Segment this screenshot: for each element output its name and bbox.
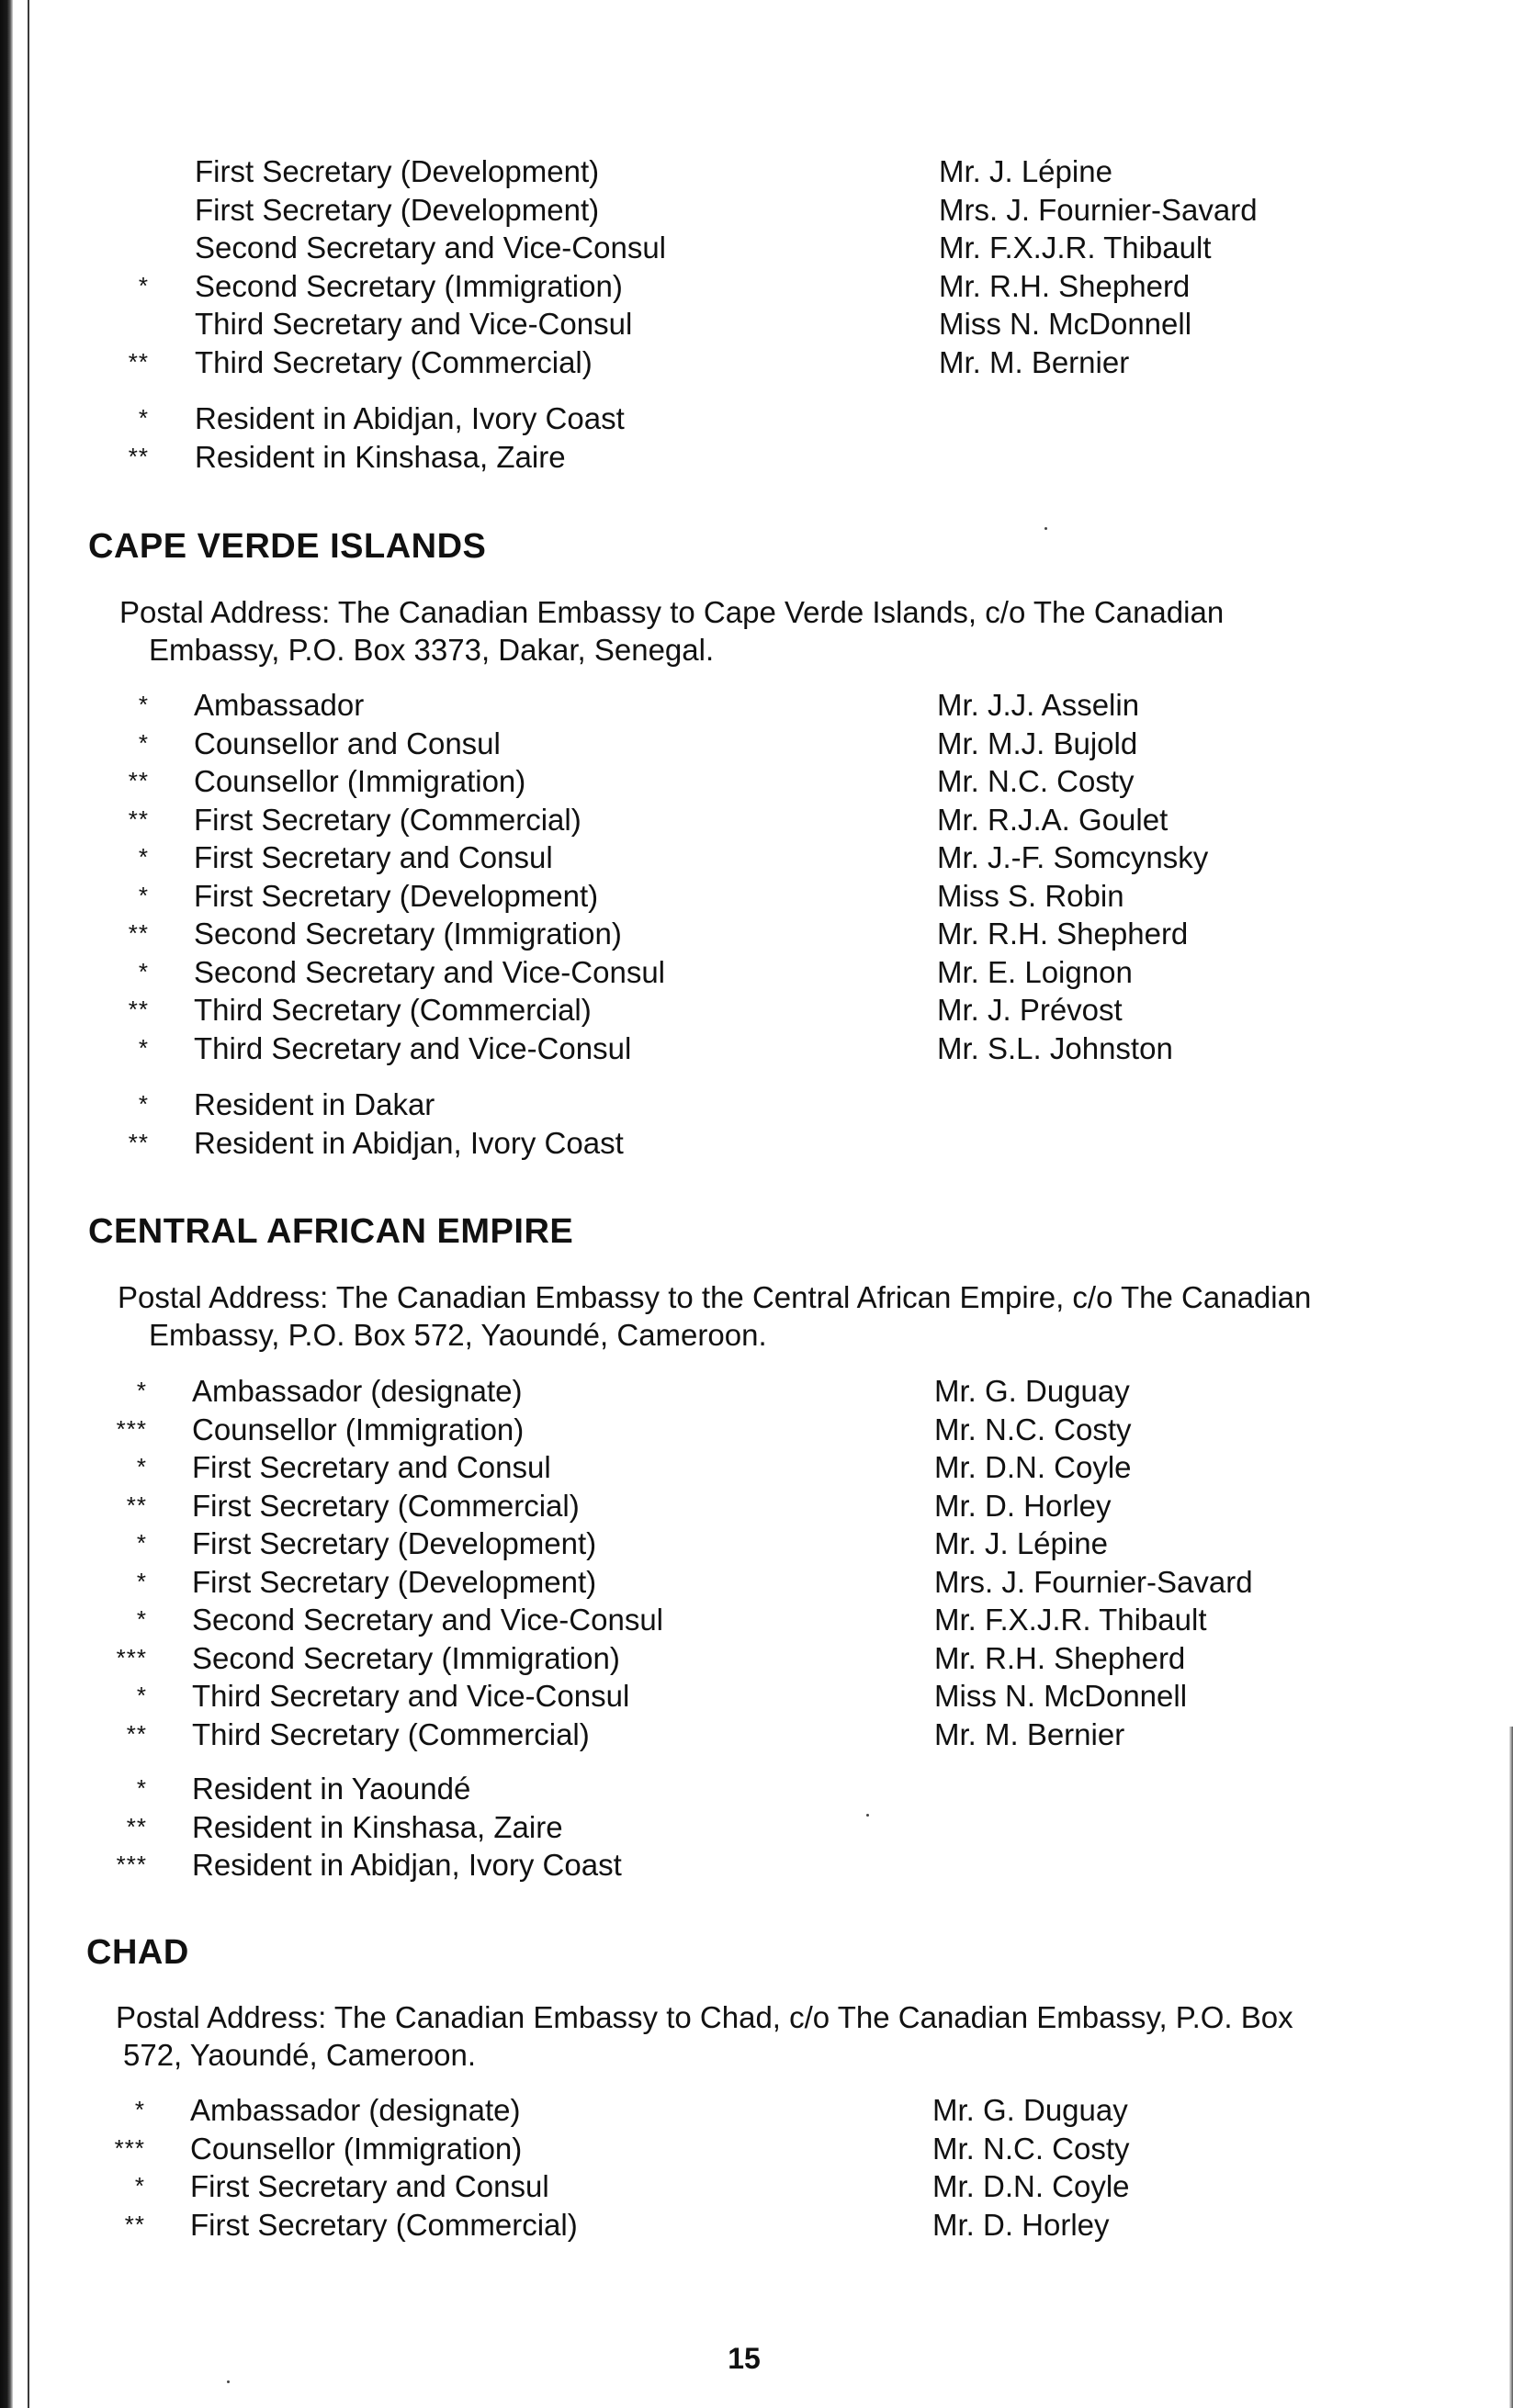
scan-speck — [1044, 527, 1047, 530]
staff-name: Mr. E. Loignon — [937, 954, 1133, 989]
asterisk-marker: * — [136, 1682, 147, 1709]
staff-name: Mr. M. Bernier — [934, 1716, 1125, 1751]
postal-address-chad-line1: Postal Address: The Canadian Embassy to Chad, c/o The Canadian Embassy, P.O. Box — [116, 2000, 1293, 2034]
staff-role: First Secretary (Commercial) — [194, 802, 581, 837]
staff-name: Mr. J. Lépine — [934, 1526, 1108, 1560]
staff-name: Mr. J.J. Asselin — [937, 688, 1140, 722]
asterisk-marker: * — [136, 1774, 147, 1802]
staff-role: Third Secretary (Commercial) — [194, 993, 592, 1027]
staff-row — [0, 2091, 1513, 2130]
asterisk-marker: *** — [116, 1643, 147, 1671]
asterisk-marker: *** — [114, 2133, 145, 2162]
footnote-text: Resident in Abidjan, Ivory Coast — [192, 1848, 622, 1882]
staff-role: First Secretary (Commercial) — [190, 2207, 578, 2242]
cae-staff-list — [0, 1372, 1513, 1753]
cape-verde-staff-list — [0, 686, 1513, 1067]
staff-role: Counsellor (Immigration) — [192, 1412, 525, 1446]
staff-name: Miss N. McDonnell — [939, 307, 1192, 341]
staff-row — [0, 1487, 1513, 1525]
asterisk-marker: * — [134, 2172, 145, 2200]
staff-name: Mr. M. Bernier — [939, 344, 1130, 379]
footnote-row — [0, 1086, 1513, 1124]
staff-row — [0, 953, 1513, 992]
top-staff-list — [0, 152, 1513, 381]
staff-row — [0, 1677, 1513, 1716]
cape-verde-notes-list — [0, 1086, 1513, 1162]
footnote-row — [0, 438, 1513, 477]
staff-name: Mr. J. Prévost — [937, 993, 1123, 1027]
staff-role: First Secretary (Development) — [195, 192, 600, 227]
staff-row — [0, 1372, 1513, 1411]
footnote-text: Resident in Abidjan, Ivory Coast — [194, 1125, 624, 1160]
asterisk-marker: * — [138, 957, 149, 985]
asterisk-marker: ** — [126, 1719, 147, 1748]
staff-role: Counsellor and Consul — [194, 726, 501, 760]
staff-role: First Secretary and Consul — [194, 840, 553, 874]
staff-name: Mr. R.J.A. Goulet — [937, 802, 1169, 837]
staff-name: Mr. J.-F. Somcynsky — [937, 840, 1209, 874]
staff-name: Mrs. J. Fournier-Savard — [939, 192, 1258, 227]
staff-role: First Secretary and Consul — [190, 2169, 549, 2203]
staff-name: Mr. F.X.J.R. Thibault — [934, 1603, 1207, 1637]
footnote-row — [0, 1124, 1513, 1163]
asterisk-marker: * — [138, 404, 149, 432]
footnote-row — [0, 1808, 1513, 1847]
staff-row — [0, 343, 1513, 382]
staff-role: Ambassador (designate) — [190, 2093, 521, 2127]
footnote-row — [0, 1846, 1513, 1885]
asterisk-marker: ** — [128, 1128, 149, 1156]
scan-speck — [866, 1814, 869, 1817]
page-number: 15 — [728, 2342, 761, 2375]
asterisk-marker: ** — [128, 996, 149, 1023]
footnote-text: Resident in Dakar — [194, 1087, 435, 1121]
asterisk-marker: *** — [116, 1414, 147, 1443]
asterisk-marker: * — [136, 1529, 147, 1557]
staff-row — [0, 686, 1513, 725]
staff-row — [0, 877, 1513, 916]
staff-row — [0, 1563, 1513, 1602]
staff-name: Mr. S.L. Johnston — [937, 1030, 1173, 1065]
asterisk-marker: * — [138, 843, 149, 871]
staff-row — [0, 801, 1513, 839]
staff-row — [0, 1448, 1513, 1487]
staff-name: Mr. D.N. Coyle — [934, 1450, 1132, 1484]
footnote-text: Resident in Abidjan, Ivory Coast — [195, 401, 625, 435]
staff-row — [0, 229, 1513, 267]
staff-row — [0, 267, 1513, 306]
staff-role: Third Secretary and Vice-Consul — [195, 307, 633, 341]
staff-role: Third Secretary and Vice-Consul — [194, 1030, 632, 1065]
staff-name: Mr. N.C. Costy — [934, 1412, 1132, 1446]
staff-role: First Secretary (Development) — [194, 878, 599, 913]
staff-role: Second Secretary (Immigration) — [195, 268, 623, 303]
staff-row — [0, 152, 1513, 191]
asterisk-marker: *** — [116, 1851, 147, 1878]
asterisk-marker: * — [138, 1090, 149, 1118]
staff-row — [0, 2167, 1513, 2206]
section-heading-central-african-empire: CENTRAL AFRICAN EMPIRE — [88, 1212, 574, 1251]
chad-staff-list — [0, 2091, 1513, 2244]
asterisk-marker: * — [138, 271, 149, 299]
footnote-text: Resident in Yaoundé — [192, 1772, 471, 1806]
staff-role: Second Secretary and Vice-Consul — [194, 954, 666, 989]
staff-name: Mr. G. Duguay — [934, 1374, 1130, 1408]
staff-name: Mr. N.C. Costy — [937, 764, 1135, 798]
staff-row — [0, 1411, 1513, 1449]
staff-row — [0, 762, 1513, 801]
staff-name: Mr. N.C. Costy — [932, 2131, 1130, 2166]
cae-notes-list — [0, 1770, 1513, 1885]
staff-role: Ambassador — [194, 688, 365, 722]
staff-row — [0, 1639, 1513, 1678]
staff-role: First Secretary and Consul — [192, 1450, 551, 1484]
asterisk-marker: * — [138, 691, 149, 718]
asterisk-marker: ** — [128, 442, 149, 470]
asterisk-marker: ** — [126, 1491, 147, 1519]
asterisk-marker: * — [138, 728, 149, 757]
staff-role: Second Secretary (Immigration) — [192, 1640, 620, 1675]
staff-role: First Secretary (Commercial) — [192, 1488, 580, 1523]
staff-name: Mr. R.H. Shepherd — [934, 1640, 1186, 1675]
asterisk-marker: * — [136, 1377, 147, 1404]
asterisk-marker: * — [136, 1453, 147, 1480]
staff-role: First Secretary (Development) — [192, 1564, 597, 1599]
staff-role: Second Secretary (Immigration) — [194, 917, 622, 951]
staff-name: Mrs. J. Fournier-Savard — [934, 1564, 1253, 1599]
staff-name: Mr. M.J. Bujold — [937, 726, 1138, 760]
staff-role: Ambassador (designate) — [192, 1374, 523, 1408]
staff-role: Counsellor (Immigration) — [194, 764, 526, 798]
postal-address-chad-line2: 572, Yaoundé, Cameroon. — [123, 2038, 477, 2072]
staff-name: Mr. R.H. Shepherd — [937, 917, 1189, 951]
staff-role: Counsellor (Immigration) — [190, 2131, 523, 2166]
postal-address-cae-line1: Postal Address: The Canadian Embassy to the Central African Empire, c/o The Canadian — [118, 1280, 1312, 1314]
postal-address-cape-verde-line1: Postal Address: The Canadian Embassy to Cape Verde Islands, c/o The Canadian — [119, 595, 1225, 629]
staff-role: Second Secretary and Vice-Consul — [192, 1603, 664, 1637]
footnote-text: Resident in Kinshasa, Zaire — [195, 439, 566, 474]
asterisk-marker: * — [138, 1033, 149, 1062]
asterisk-marker: ** — [128, 919, 149, 947]
staff-row — [0, 305, 1513, 343]
staff-role: Third Secretary (Commercial) — [192, 1716, 590, 1751]
staff-row — [0, 1030, 1513, 1068]
asterisk-marker: ** — [124, 2210, 145, 2238]
staff-role: Third Secretary and Vice-Consul — [192, 1679, 630, 1713]
staff-role: First Secretary (Development) — [195, 154, 600, 188]
asterisk-marker: * — [134, 2096, 145, 2123]
footnote-row — [0, 399, 1513, 438]
staff-row — [0, 2206, 1513, 2245]
section-heading-chad: CHAD — [86, 1933, 189, 1972]
footnote-row — [0, 1770, 1513, 1808]
staff-row — [0, 915, 1513, 953]
staff-name: Mr. J. Lépine — [939, 154, 1112, 188]
staff-name: Mr. D. Horley — [932, 2207, 1110, 2242]
asterisk-marker: * — [136, 1605, 147, 1633]
asterisk-marker: * — [136, 1567, 147, 1595]
staff-role: Second Secretary and Vice-Consul — [195, 231, 667, 264]
asterisk-marker: ** — [128, 347, 149, 376]
staff-name: Miss S. Robin — [937, 878, 1124, 913]
staff-row — [0, 191, 1513, 230]
staff-row — [0, 1525, 1513, 1563]
staff-name: Mr. F.X.J.R. Thibault — [939, 231, 1212, 264]
staff-name: Miss N. McDonnell — [934, 1679, 1188, 1713]
scan-speck — [227, 2380, 230, 2383]
staff-row — [0, 991, 1513, 1030]
staff-role: Third Secretary (Commercial) — [195, 344, 593, 379]
top-notes-list — [0, 399, 1513, 476]
section-heading-cape-verde: CAPE VERDE ISLANDS — [88, 527, 487, 566]
staff-row — [0, 2130, 1513, 2168]
asterisk-marker: ** — [128, 805, 149, 833]
staff-row — [0, 725, 1513, 763]
staff-role: First Secretary (Development) — [192, 1526, 597, 1560]
postal-address-cape-verde-line2: Embassy, P.O. Box 3373, Dakar, Senegal. — [149, 633, 715, 667]
staff-row — [0, 1716, 1513, 1754]
staff-row — [0, 838, 1513, 877]
staff-row — [0, 1601, 1513, 1639]
staff-name: Mr. D.N. Coyle — [932, 2169, 1130, 2203]
staff-name: Mr. D. Horley — [934, 1488, 1112, 1523]
postal-address-cae-line2: Embassy, P.O. Box 572, Yaoundé, Cameroon. — [149, 1318, 767, 1352]
staff-name: Mr. R.H. Shepherd — [939, 268, 1191, 303]
staff-name: Mr. G. Duguay — [932, 2093, 1128, 2127]
footnote-text: Resident in Kinshasa, Zaire — [192, 1809, 563, 1844]
asterisk-marker: * — [138, 881, 149, 909]
asterisk-marker: ** — [128, 767, 149, 794]
asterisk-marker: ** — [126, 1812, 147, 1840]
